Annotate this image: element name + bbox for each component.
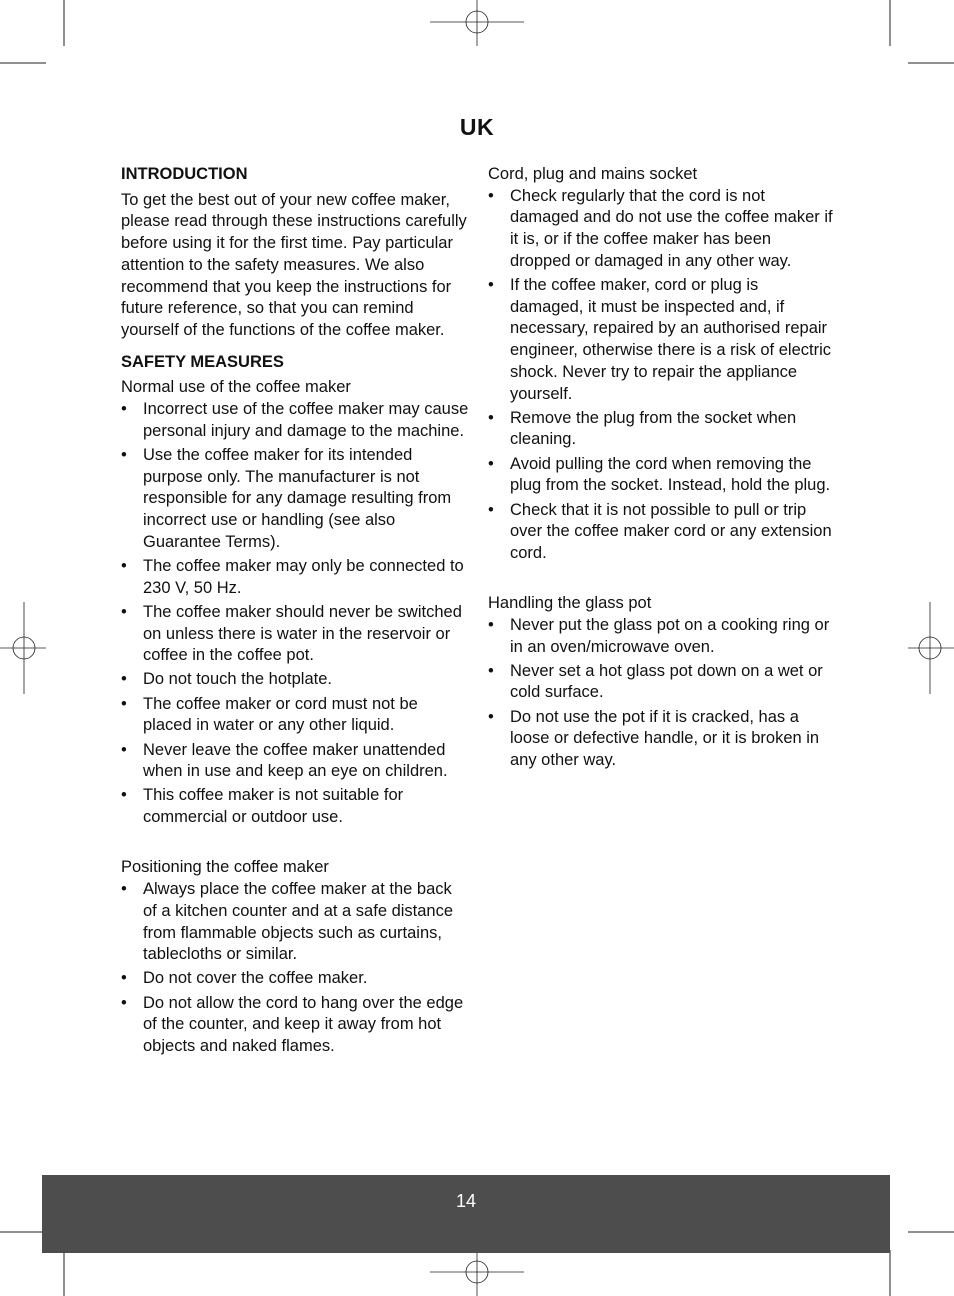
normal-use-subheading: Normal use of the coffee maker bbox=[121, 378, 351, 397]
list-item: • Never put the glass pot on a cooking ring or in an oven/microwave oven. bbox=[488, 615, 834, 658]
list-item: • Never leave the coffee maker unattended when in use and keep an eye on children. bbox=[121, 740, 469, 783]
list-item: • Check regularly that the cord is not damaged and do not use the coffee maker if it is, or if the coffee maker has been dropped or damaged in any other way. bbox=[488, 186, 834, 273]
list-item: • This coffee maker is not suitable for commercial or outdoor use. bbox=[121, 785, 469, 828]
right-column bbox=[488, 164, 834, 774]
list-item: • Do not allow the cord to hang over the edge of the counter, and keep it away from hot objects and naked flames. bbox=[121, 993, 469, 1058]
list-item: • Use the coffee maker for its intended purpose only. The manufacturer is not responsible for any damage resulting from incorrect use or handling (see also Guarantee Terms). bbox=[121, 445, 469, 554]
safety-list bbox=[121, 399, 469, 829]
list-item: • Do not touch the hotplate. bbox=[121, 669, 469, 691]
list-item: • Do not cover the coffee maker. bbox=[121, 968, 469, 990]
footer-bar bbox=[42, 1175, 890, 1253]
list-item: • Check that it is not possible to pull or trip over the coffee maker cord or any extension cord. bbox=[488, 500, 834, 565]
list-item: • The coffee maker may only be connected to 230 V, 50 Hz. bbox=[121, 556, 469, 599]
page-number: 14 bbox=[455, 1191, 477, 1211]
cord-list bbox=[488, 186, 834, 565]
list-item: • Do not use the pot if it is cracked, has a loose or defective handle, or it is broken in any other way. bbox=[488, 707, 834, 772]
positioning-list bbox=[121, 879, 469, 1058]
introduction-text: To get the best out of your new coffee maker, please read through these instructions carefully before using it for the first time. Pay particular attention to the safety measures. We also recommend that you keep the instructions for future reference, so that you can remind yourself of the functions of the coffee maker. bbox=[121, 190, 467, 339]
page-title: UK bbox=[459, 114, 495, 140]
safety-measures-heading: SAFETY MEASURES bbox=[121, 352, 284, 371]
list-item: • The coffee maker or cord must not be placed in water or any other liquid. bbox=[121, 694, 469, 737]
glass-pot-heading: Handling the glass pot bbox=[488, 594, 652, 613]
glass-pot-list bbox=[488, 615, 834, 772]
positioning-heading: Positioning the coffee maker bbox=[121, 858, 329, 877]
list-item: • Incorrect use of the coffee maker may cause personal injury and damage to the machine. bbox=[121, 399, 469, 442]
left-column bbox=[121, 164, 469, 1060]
list-item: • Always place the coffee maker at the back of a kitchen counter and at a safe distance from flammable objects such as curtains, tablecloths or similar. bbox=[121, 879, 469, 966]
introduction-heading: INTRODUCTION bbox=[121, 165, 248, 183]
list-item: • The coffee maker should never be switched on unless there is water in the reservoir or coffee in the coffee pot. bbox=[121, 602, 469, 667]
list-item: • Never set a hot glass pot down on a wet or cold surface. bbox=[488, 661, 834, 704]
list-item: • Avoid pulling the cord when removing the plug from the socket. Instead, hold the plug. bbox=[488, 454, 834, 497]
list-item: • Remove the plug from the socket when cleaning. bbox=[488, 408, 834, 451]
list-item: • If the coffee maker, cord or plug is damaged, it must be inspected and, if necessary, repaired by an authorised repair engineer, otherwise there is a risk of electric shock. Never try to repair the appliance yourself. bbox=[488, 275, 834, 405]
cord-plug-heading: Cord, plug and mains socket bbox=[488, 165, 698, 183]
